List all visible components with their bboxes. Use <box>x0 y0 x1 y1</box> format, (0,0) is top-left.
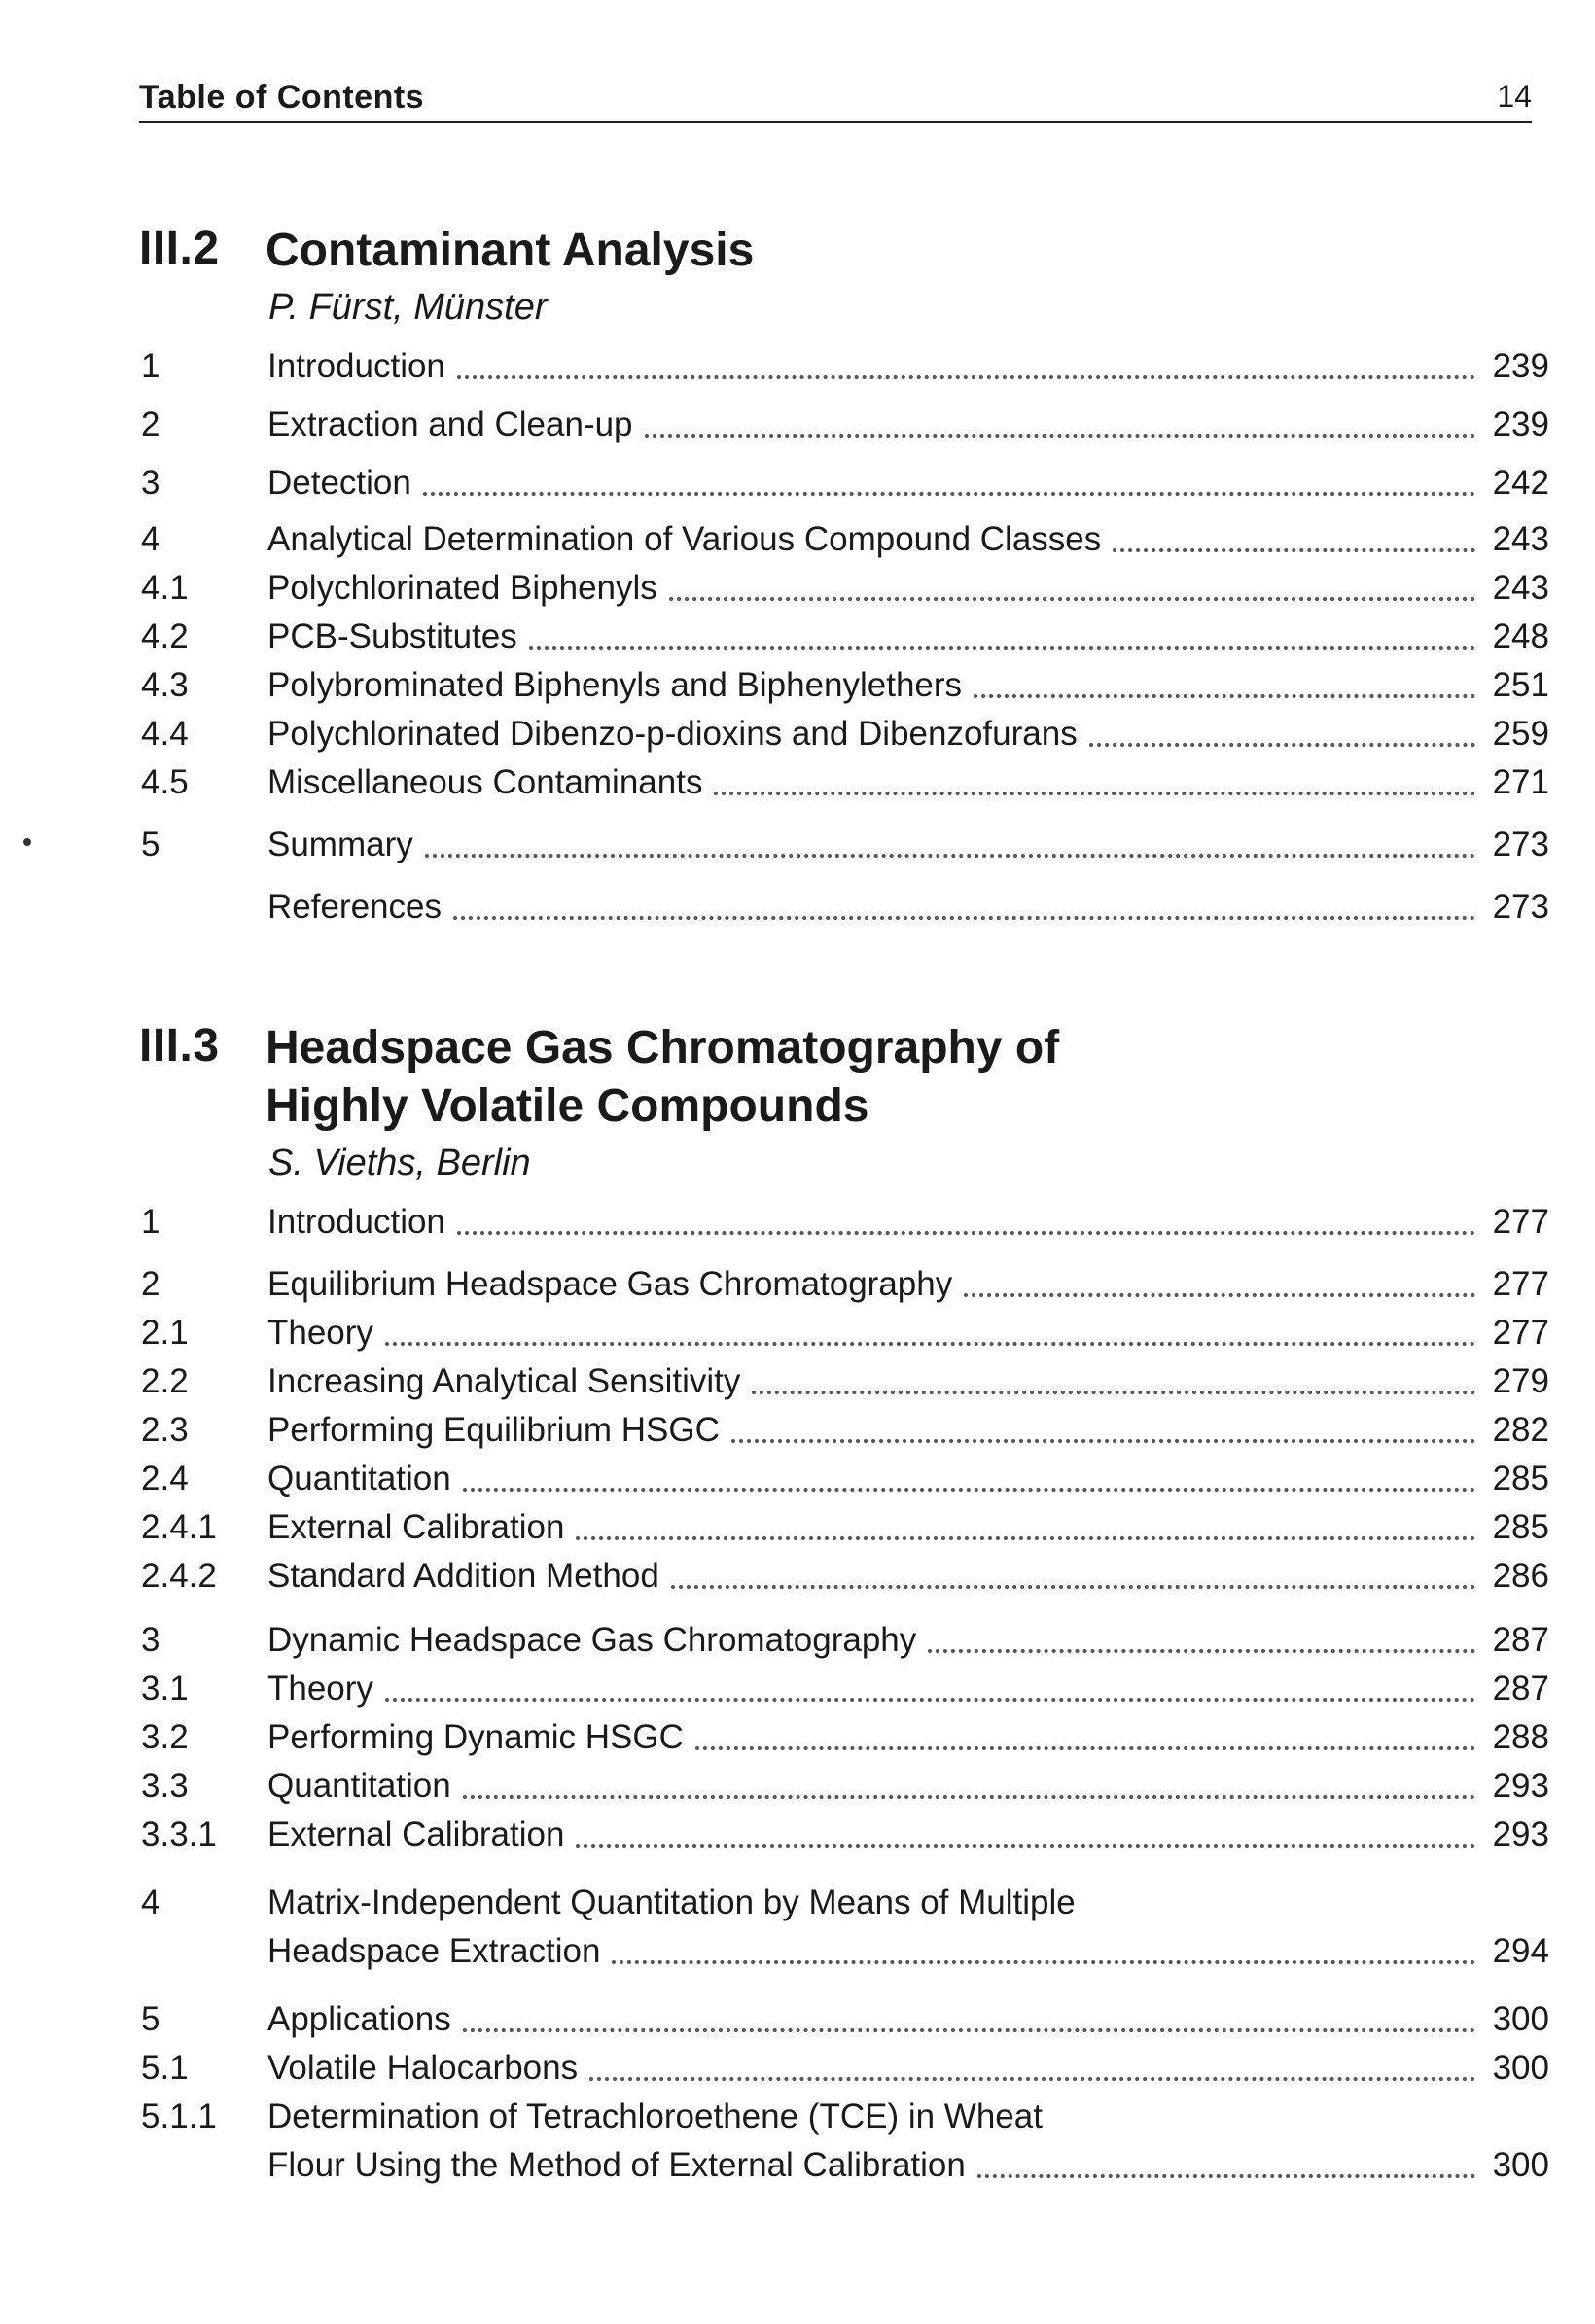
entry-page: 239 <box>1492 347 1549 385</box>
entry-title: Applications <box>267 2000 451 2038</box>
dot-leader <box>669 597 1475 601</box>
entry-number: 4.2 <box>141 617 189 655</box>
toc-entry[interactable] <box>139 613 1549 661</box>
dot-leader <box>645 434 1476 438</box>
toc-entry[interactable] <box>139 661 1549 710</box>
entry-title: References <box>267 888 442 926</box>
dot-leader <box>453 916 1475 920</box>
entry-title: Extraction and Clean-up <box>267 405 633 443</box>
toc-entry[interactable] <box>139 1260 1549 1309</box>
entry-page: 288 <box>1492 1718 1549 1756</box>
dot-leader <box>752 1391 1475 1394</box>
entry-title: Detection <box>267 464 411 502</box>
entry-number: 5 <box>141 826 160 863</box>
entry-title: Volatile Halocarbons <box>267 2049 579 2087</box>
toc-entry[interactable] <box>139 1995 1549 2044</box>
entry-number: 5 <box>141 2000 160 2038</box>
entry-number: 2.4.1 <box>141 1508 217 1546</box>
dot-leader <box>1089 743 1475 747</box>
entry-number: 3.1 <box>141 1670 189 1708</box>
entry-title: Quantitation <box>267 1460 451 1497</box>
entry-number: 4 <box>141 1884 160 1921</box>
entry-number: 4.3 <box>141 666 189 704</box>
dot-leader <box>612 1960 1475 1964</box>
toc-entry[interactable] <box>139 515 1549 564</box>
section-title-line: Contaminant Analysis <box>266 225 755 276</box>
entry-page: 282 <box>1492 1411 1549 1449</box>
entry-title: Analytical Determination of Various Compound Classes <box>267 520 1102 558</box>
dot-leader <box>457 1231 1475 1235</box>
toc-entry[interactable] <box>139 1503 1549 1552</box>
toc-entry[interactable] <box>139 758 1549 807</box>
entry-title: Performing Dynamic HSGC <box>267 1718 684 1756</box>
toc-entry[interactable] <box>139 1879 1549 1976</box>
entry-title: Polychlorinated Dibenzo-p-dioxins and Dibenzofurans <box>267 715 1078 753</box>
entry-number: 3 <box>141 464 160 502</box>
entry-title: Introduction <box>267 347 445 385</box>
entry-number: 2.1 <box>141 1314 189 1352</box>
toc-entry[interactable] <box>139 1357 1549 1406</box>
entry-page: 251 <box>1492 666 1549 704</box>
entry-number: 3.3.1 <box>141 1815 217 1853</box>
entry-number: 2.3 <box>141 1411 189 1449</box>
entry-page: 285 <box>1492 1460 1549 1497</box>
toc-entry[interactable] <box>139 1762 1549 1811</box>
dot-leader <box>385 1342 1475 1346</box>
entry-page: 294 <box>1492 1932 1549 1970</box>
dot-leader <box>425 854 1475 858</box>
entry-title: Matrix-Independent Quantitation by Means of Multiple <box>267 1884 1076 1921</box>
dot-leader <box>423 492 1475 496</box>
header-title: Table of Contents <box>139 79 425 116</box>
dot-leader <box>731 1439 1475 1443</box>
section-iii-3 <box>139 1019 1549 2190</box>
dot-leader <box>695 1746 1475 1750</box>
dot-leader <box>671 1585 1475 1589</box>
entry-title: PCB-Substitutes <box>267 617 517 655</box>
entry-number: 5.1 <box>141 2049 189 2087</box>
entry-title-continued: Flour Using the Method of External Calibration <box>267 2146 966 2184</box>
entry-page: 287 <box>1492 1670 1549 1708</box>
section-author: S. Vieths, Berlin <box>268 1143 531 1183</box>
dot-leader <box>1113 548 1475 552</box>
entry-title: Increasing Analytical Sensitivity <box>267 1362 741 1400</box>
toc-entry[interactable] <box>139 564 1549 613</box>
entry-page: 293 <box>1492 1767 1549 1805</box>
section-number: III.2 <box>139 223 220 274</box>
toc-entry[interactable] <box>139 1552 1549 1601</box>
toc-entry[interactable] <box>139 1665 1549 1713</box>
entry-title: Polychlorinated Biphenyls <box>267 569 657 607</box>
entry-page: 293 <box>1492 1815 1549 1853</box>
toc-entry[interactable] <box>139 821 1549 869</box>
dot-leader <box>576 1844 1475 1848</box>
entry-page: 287 <box>1492 1621 1549 1659</box>
entry-title: Theory <box>267 1314 373 1352</box>
dot-leader <box>714 792 1475 795</box>
toc-entries <box>139 1198 1549 2190</box>
entry-page: 259 <box>1492 715 1549 753</box>
entry-page: 243 <box>1492 520 1549 558</box>
entry-page: 300 <box>1492 2146 1549 2184</box>
entry-number: 4.1 <box>141 569 189 607</box>
dot-leader <box>576 1536 1475 1540</box>
entry-title: Performing Equilibrium HSGC <box>267 1411 720 1449</box>
dot-leader <box>529 646 1475 650</box>
entry-number: 2 <box>141 1265 160 1303</box>
entry-page: 242 <box>1492 464 1549 502</box>
toc-entry[interactable] <box>139 1713 1549 1762</box>
entry-title: Quantitation <box>267 1767 451 1805</box>
dot-leader <box>589 2077 1475 2081</box>
dot-leader <box>463 2028 1475 2032</box>
dot-leader <box>463 1488 1475 1492</box>
entry-title: External Calibration <box>267 1815 565 1853</box>
section-heading <box>139 222 1549 331</box>
entry-title: Miscellaneous Contaminants <box>267 763 703 801</box>
entry-number: 4.4 <box>141 715 189 753</box>
entry-title: Equilibrium Headspace Gas Chromatography <box>267 1265 953 1303</box>
entry-title: Theory <box>267 1670 373 1708</box>
toc-entry[interactable] <box>139 710 1549 758</box>
entry-title: Dynamic Headspace Gas Chromatography <box>267 1621 917 1659</box>
toc-entry[interactable] <box>139 1616 1549 1665</box>
entry-title: Polybrominated Biphenyls and Biphenylethers <box>267 666 963 704</box>
entry-page: 243 <box>1492 569 1549 607</box>
dot-leader <box>974 694 1475 698</box>
entry-number: 3.3 <box>141 1767 189 1805</box>
toc-entry[interactable] <box>139 342 1549 391</box>
toc-entries <box>139 342 1549 932</box>
section-number: III.3 <box>139 1020 220 1072</box>
entry-number: 2.4.2 <box>141 1557 217 1595</box>
section-title <box>266 222 1549 280</box>
toc-entry[interactable] <box>139 1811 1549 1859</box>
toc-entry[interactable] <box>139 1455 1549 1503</box>
entry-title: Determination of Tetrachloroethene (TCE) in Wheat <box>267 2097 1043 2135</box>
toc-entry[interactable] <box>139 459 1549 508</box>
entry-number: 4.5 <box>141 763 189 801</box>
section-title-line: Highly Volatile Compounds <box>266 1080 869 1132</box>
entry-number: 2.2 <box>141 1362 189 1400</box>
section-title-line: Headspace Gas Chromatography of <box>266 1022 1060 1074</box>
entry-number: 2 <box>141 405 160 443</box>
entry-page: 273 <box>1492 826 1549 863</box>
print-speck <box>23 838 31 846</box>
entry-page: 279 <box>1492 1362 1549 1400</box>
entry-title: Standard Addition Method <box>267 1557 659 1595</box>
entry-number: 3 <box>141 1621 160 1659</box>
toc-entry[interactable] <box>139 1309 1549 1357</box>
toc-entry[interactable] <box>139 883 1549 932</box>
dot-leader <box>385 1698 1475 1702</box>
entry-number: 3.2 <box>141 1718 189 1756</box>
entry-title: Introduction <box>267 1203 445 1241</box>
entry-number: 5.1.1 <box>141 2097 217 2135</box>
dot-leader <box>928 1649 1475 1653</box>
entry-page: 248 <box>1492 617 1549 655</box>
section-author: P. Fürst, Münster <box>268 287 548 328</box>
section-title <box>266 1019 1549 1136</box>
header-page-number: 14 <box>1497 79 1532 114</box>
entry-title-continued: Headspace Extraction <box>267 1932 601 1970</box>
entry-title: Summary <box>267 826 413 863</box>
toc-entry[interactable] <box>139 401 1549 449</box>
dot-leader <box>964 1293 1475 1297</box>
entry-title: External Calibration <box>267 1508 565 1546</box>
toc-entry[interactable] <box>139 1406 1549 1455</box>
entry-number: 1 <box>141 1203 160 1241</box>
entry-number: 1 <box>141 347 160 385</box>
entry-number: 4 <box>141 520 160 558</box>
dot-leader <box>977 2174 1475 2178</box>
entry-page: 300 <box>1492 2000 1549 2038</box>
entry-page: 286 <box>1492 1557 1549 1595</box>
entry-page: 300 <box>1492 2049 1549 2087</box>
toc-entry[interactable] <box>139 2093 1549 2190</box>
toc-entry[interactable] <box>139 1198 1549 1247</box>
entry-page: 273 <box>1492 888 1549 926</box>
dot-leader <box>457 375 1475 379</box>
entry-page: 271 <box>1492 763 1549 801</box>
entry-page: 277 <box>1492 1203 1549 1241</box>
running-header <box>139 70 1532 123</box>
entry-page: 277 <box>1492 1265 1549 1303</box>
dot-leader <box>463 1795 1475 1799</box>
section-iii-2 <box>139 222 1549 932</box>
entry-page: 285 <box>1492 1508 1549 1546</box>
entry-number: 2.4 <box>141 1460 189 1497</box>
entry-page: 239 <box>1492 405 1549 443</box>
toc-entry[interactable] <box>139 2044 1549 2093</box>
section-heading <box>139 1019 1549 1186</box>
entry-page: 277 <box>1492 1314 1549 1352</box>
